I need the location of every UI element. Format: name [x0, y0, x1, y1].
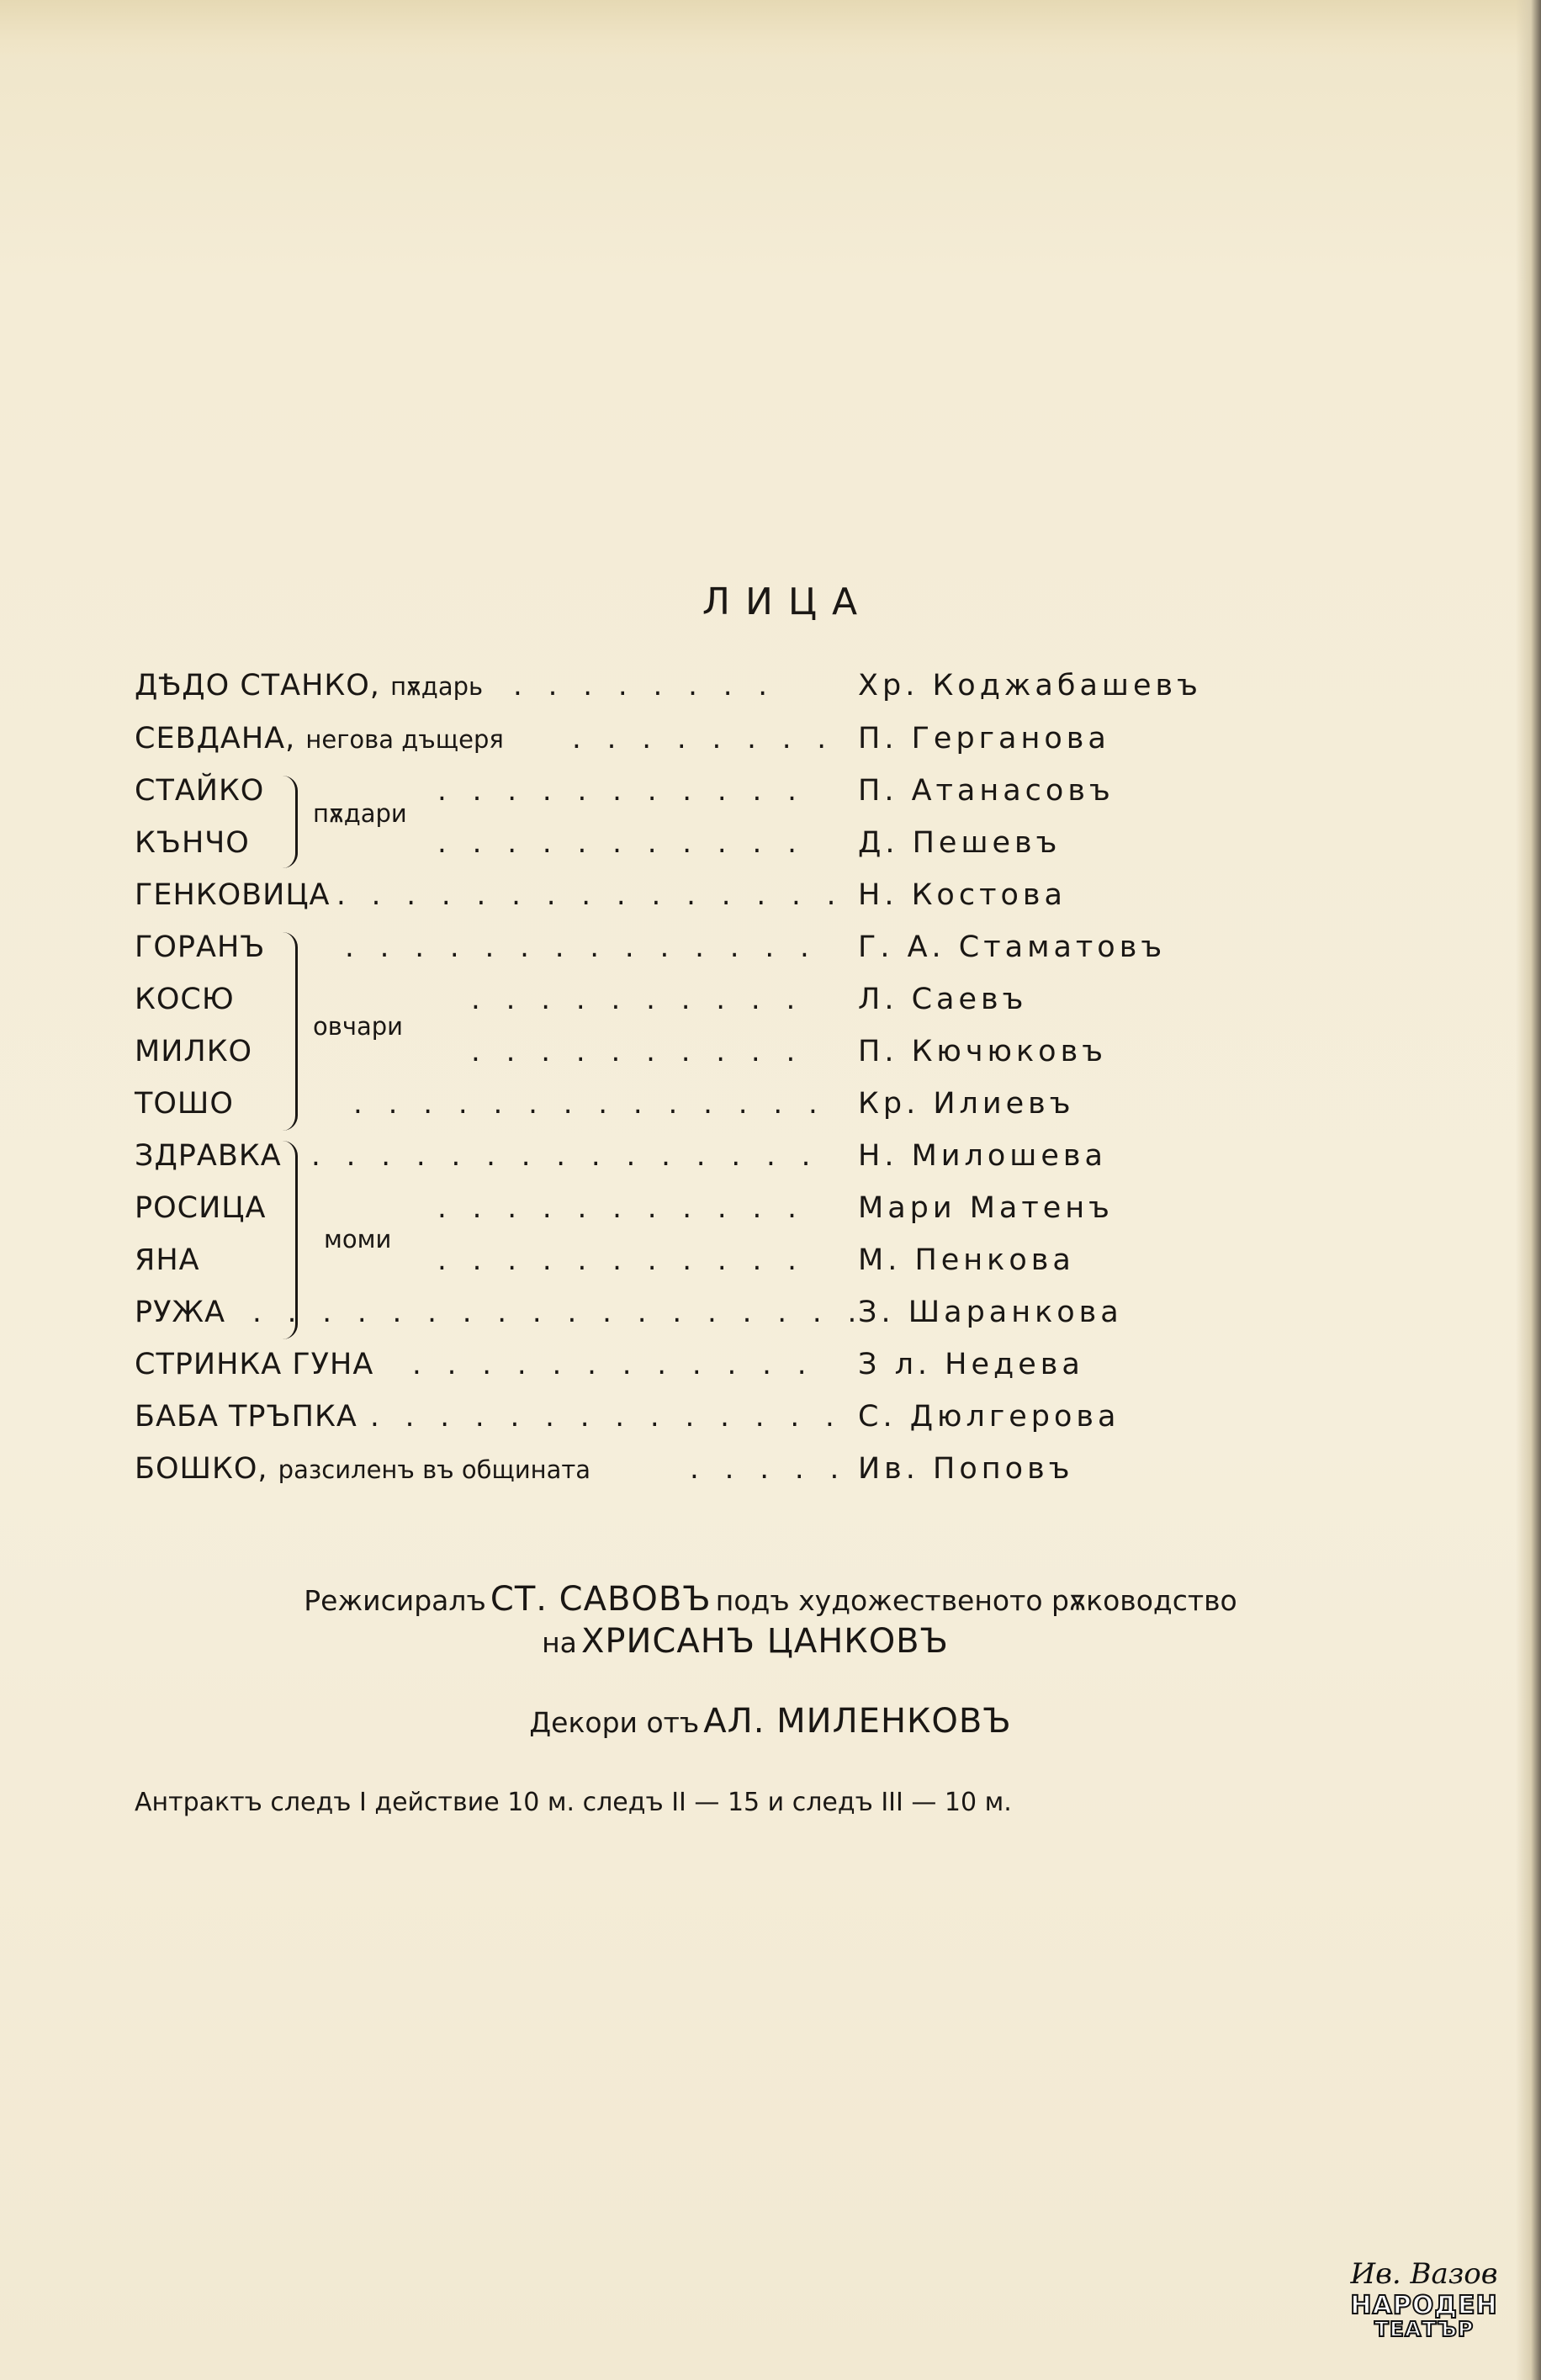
- actor-name: Д. Пешевъ: [858, 826, 1062, 860]
- actor-name: Ив. Поповъ: [858, 1452, 1074, 1486]
- cast-row: [0, 1087, 1541, 1137]
- actor-name: Хр. Коджабашевъ: [858, 669, 1202, 702]
- actor-name: Л. Саевъ: [858, 983, 1028, 1016]
- supervision-text: подъ художественото рѫководство: [715, 1584, 1237, 1617]
- actor-name: Кр. Илиевъ: [858, 1087, 1075, 1121]
- leader-dots: . . . . . . . . . . .: [437, 826, 805, 860]
- page-title: ЛИЦА: [702, 580, 873, 623]
- role-name: БАБА ТРЪПКА: [135, 1400, 357, 1434]
- group-label: пѫдари: [313, 799, 407, 828]
- actor-name: Мари Матенъ: [858, 1191, 1114, 1225]
- actor-name: З л. Недева: [858, 1348, 1084, 1381]
- role-name: ЗДРАВКА: [135, 1139, 282, 1173]
- leader-dots: . . . . . . . . . . .: [437, 774, 805, 808]
- leader-dots: . . . . . . . . . . . .: [412, 1348, 815, 1381]
- cast-row: [0, 669, 1541, 719]
- artistic-director-name: ХРИСАНЪ ЦАНКОВЪ: [580, 1622, 949, 1661]
- logo-line-2: ТЕАТЪР: [1374, 2317, 1475, 2341]
- paper-top-edge: [0, 0, 1541, 59]
- group-label: овчари: [313, 1012, 403, 1041]
- group-brace: [282, 932, 298, 1131]
- role-name: ГЕНКОВИЦА: [135, 878, 331, 912]
- cast-row: [0, 1348, 1541, 1398]
- role-name: РУЖА: [135, 1296, 226, 1329]
- group-label: моми: [324, 1225, 392, 1254]
- leader-dots: . . . . . . . . . .: [471, 983, 804, 1016]
- cast-row: [0, 1296, 1541, 1346]
- role-name: ГОРАНЪ: [135, 930, 266, 964]
- role-name: КОСЮ: [135, 983, 235, 1016]
- cast-row: [0, 1139, 1541, 1190]
- role-name: БОШКО,: [135, 1452, 268, 1486]
- cast-row: [0, 930, 1541, 981]
- role-note: негова дъщеря: [305, 725, 504, 754]
- role-name: ТОШО: [135, 1087, 234, 1121]
- cast-row: [0, 774, 1541, 824]
- logo-line-1: НАРОДЕН: [1350, 2291, 1498, 2320]
- of-text: на: [542, 1626, 577, 1659]
- leader-dots: . . . . . . . .: [513, 669, 776, 702]
- group-brace: [282, 1141, 298, 1339]
- cast-row: [0, 1191, 1541, 1242]
- role-name: СТРИНКА ГУНА: [135, 1348, 374, 1381]
- sets-prefix: Декори отъ: [529, 1706, 700, 1739]
- role-note: пѫдарь: [390, 672, 484, 701]
- actor-name: С. Дюлгерова: [858, 1400, 1120, 1434]
- leader-dots: . . . . . . . . . . . . . . .: [336, 878, 845, 912]
- actor-name: Н. Милошева: [858, 1139, 1107, 1173]
- leader-dots: . . . . . . . . . . . . . .: [353, 1087, 826, 1121]
- cast-row: [0, 878, 1541, 929]
- actor-name: З. Шаранкова: [858, 1296, 1123, 1329]
- role-name: СТАЙКО: [135, 774, 265, 808]
- cast-row: [0, 1243, 1541, 1294]
- set-designer-name: АЛ. МИЛЕНКОВЪ: [703, 1702, 1012, 1741]
- leader-dots: . . . . . . . . . .: [471, 1035, 804, 1068]
- leader-dots: . . . . . . . . . . .: [437, 1243, 805, 1277]
- national-theatre-logo: [1344, 2257, 1504, 2341]
- role-name: ЯНА: [135, 1243, 200, 1277]
- actor-name: Г. А. Стаматовъ: [858, 930, 1167, 964]
- role-name: РОСИЦА: [135, 1191, 267, 1225]
- director-name: СТ. САВОВЪ: [490, 1580, 712, 1619]
- actor-name: П. Атанасовъ: [858, 774, 1115, 808]
- role-name: КЪНЧО: [135, 826, 250, 860]
- artistic-director-credit: [0, 1622, 1541, 1661]
- logo-signature: Ив. Вазов: [1350, 2257, 1498, 2291]
- cast-row: [0, 1400, 1541, 1450]
- role-name: МИЛКО: [135, 1035, 253, 1068]
- cast-row: [0, 983, 1541, 1033]
- leader-dots: . . . . .: [690, 1452, 848, 1486]
- actor-name: П. Кючюковъ: [858, 1035, 1107, 1068]
- leader-dots: . . . . . . . . . . . . . .: [345, 930, 818, 964]
- actor-name: Н. Костова: [858, 878, 1067, 912]
- role-name: СЕВДАНА,: [135, 722, 296, 755]
- paper-right-edge: [1516, 0, 1541, 2380]
- actor-name: П. Герганова: [858, 722, 1110, 755]
- leader-dots: . . . . . . . . . . . . . . .: [311, 1139, 819, 1173]
- leader-dots: . . . . . . . . . . . . . . . . . .: [252, 1296, 866, 1329]
- cast-row: [0, 1452, 1541, 1503]
- actor-name: М. Пенкова: [858, 1243, 1075, 1277]
- director-credit: [0, 1580, 1541, 1619]
- role-note: разсиленъ въ общината: [278, 1455, 591, 1484]
- role-name: ДѢДО СТАНКО,: [135, 669, 380, 702]
- cast-row: [0, 826, 1541, 877]
- intermission-info: Антрактъ следъ I действие 10 м. следъ II — 15 и следъ III — 10 м.: [135, 1788, 1012, 1817]
- group-brace: [282, 776, 298, 868]
- sets-credit: [0, 1702, 1541, 1741]
- leader-dots: . . . . . . . . . . .: [437, 1191, 805, 1225]
- cast-row: [0, 722, 1541, 772]
- directed-prefix: Режисиралъ: [304, 1584, 486, 1617]
- cast-row: [0, 1035, 1541, 1085]
- leader-dots: . . . . . . . .: [572, 722, 835, 755]
- leader-dots: . . . . . . . . . . . . . .: [370, 1400, 843, 1434]
